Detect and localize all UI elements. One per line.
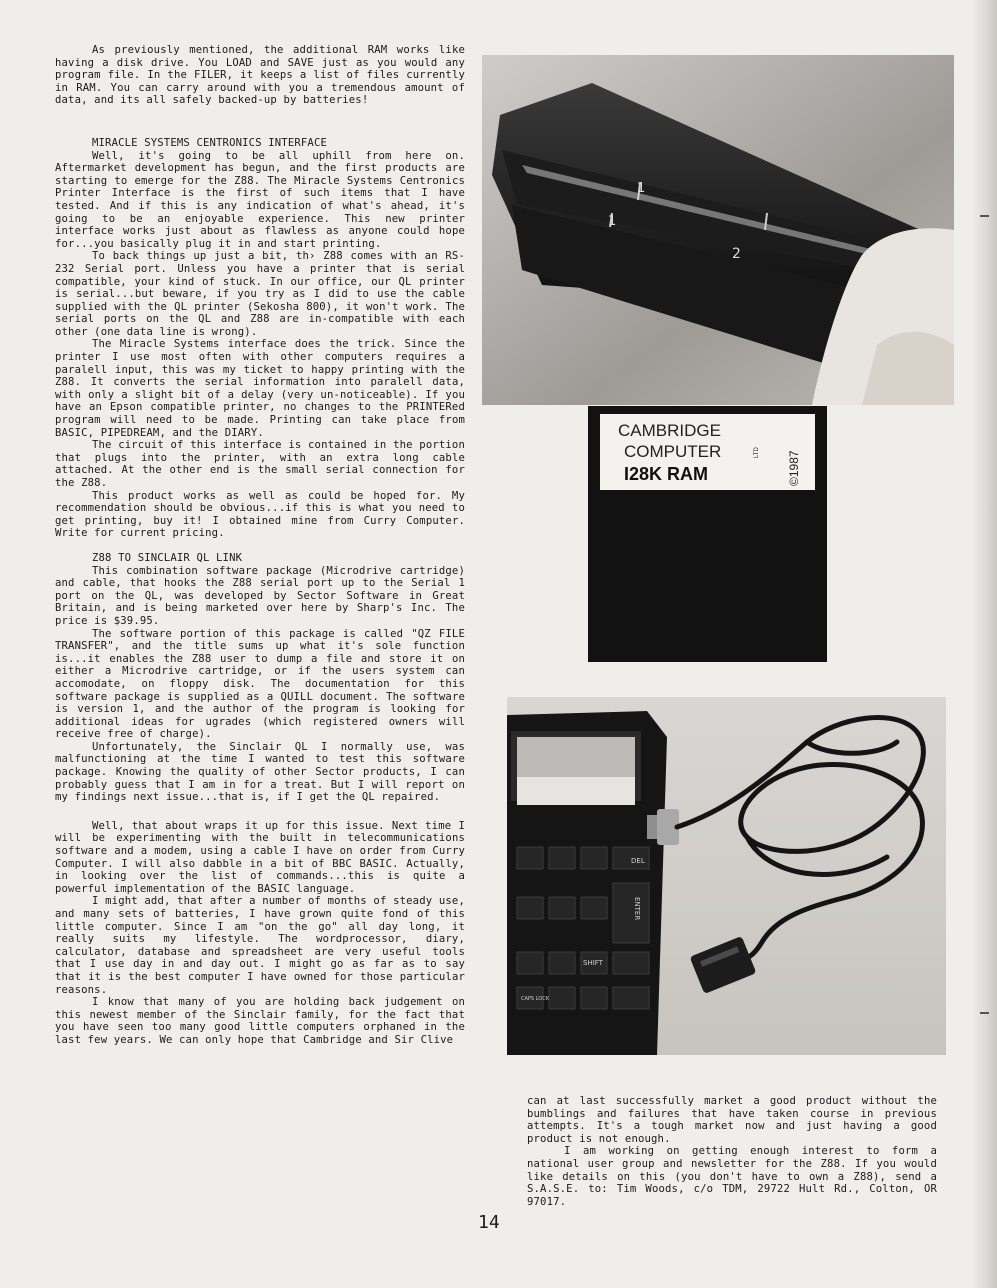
closing-paragraph: I might add, that after a number of months of steady use, and many sets of batteries, I have grown quite fond of this little computer. Since I am "on the go" all day long, it really suits my lifestyle. The wordprocessor, diary, calculator, database and spreadsheet are very useful tools that I use day in and day out. I might go as far as to say that it is the best computer I have owned for those particular reasons. bbox=[55, 895, 465, 996]
body-paragraph: The software portion of this package is called "QZ FILE TRANSFER", and the title sums up what it's sole function is...it enables the Z88 user to dump a file and store it on either a Microdrive cartridge, or if the users system can accomodate, on floppy disk. The documentation for this software package is supplied as a QUILL document. The software is version 1, and the author of the program is looking for additional ideas for ugrades (which registered owners will receive free of charge). bbox=[55, 627, 465, 741]
body-paragraph: Unfortunately, the Sinclair QL I normally use, was malfunctioning at the time I wanted to test this software package. Knowing the quality of other Sector products, I can probably guess that I am in for a treat. But I will report on my findings next issue...that is, if I get the QL repaired. bbox=[55, 740, 465, 804]
ram-label-copyright: ©1987 bbox=[787, 450, 801, 486]
body-paragraph: The Miracle Systems interface does the trick. Since the printer I use most often with other computers requires a paralell input, this was my ticket to happy printing with the Z88. It converts the serial information into paralell data, with only a slight bit of a delay (very un-noticeable). If you have an Epson compatible printer, no changes to the PRINTERed program will need to be made. Printing can take place from BASIC, PIPEDREAM, and the DIARY. bbox=[55, 338, 465, 439]
key-label-caps: CAPS LOCK bbox=[521, 996, 550, 1002]
ram-label-ltd: LTD bbox=[754, 447, 760, 458]
key-label-enter: ENTER bbox=[633, 897, 641, 921]
margin-tick-mark bbox=[980, 215, 989, 217]
photo-z88-cable bbox=[507, 697, 946, 1055]
body-paragraph: To back things up just a bit, th› Z88 comes with an RS-232 Serial port. Unless you have a printer that is serial compatible, your kind of stuck. In our office, our QL printer is serial...but beware, if you try as I did to use the cable supplied with the QL printer (Sekosha 800), it won't work. The serial ports on the QL and Z88 are in-compatible with each other (one data line is wrong). bbox=[55, 250, 465, 338]
body-paragraph: Well, it's going to be all uphill from here on. Aftermarket development has begun, and the first products are starting to emerge for the Z88. The Miracle Systems Centronics Printer Interface is the first of such items that I have tested. And if this is any indication of what's ahead, it's going to be an enjoyable experience. This new printer interface works just about as flawless as anyone could hope for...you basically plug it in and start printing. bbox=[55, 149, 465, 250]
left-column bbox=[55, 44, 465, 1047]
key-label-shift: SHIFT bbox=[583, 959, 603, 967]
intro-paragraph: As previously mentioned, the additional RAM works like having a disk drive. You LOAD and SAVE just as you would any program file. In the FILER, it keeps a list of files currently in RAM. You can carry around with you a tremendous amount of data, and its all safely backed-up by batteries! bbox=[55, 44, 465, 107]
body-paragraph: The circuit of this interface is contained in the portion that plugs into the printer, with an extra long cable attached. At the other end is the small serial connection for the Z88. bbox=[55, 439, 465, 489]
body-paragraph: This product works as well as could be hoped for. My recommendation should be obvious...if this is what you need to get printing, buy it! I obtained mine from Curry Computer. Write for current pricing. bbox=[55, 489, 465, 540]
slot-number-label: 1 bbox=[637, 181, 646, 196]
ram-pack-image bbox=[588, 406, 827, 662]
photo-ram-pack bbox=[588, 406, 827, 662]
body-paragraph: This combination software package (Microdrive cartridge) and cable, that hooks the Z88 serial port up to the Serial 1 port on the QL, was developed by Sector Software in Great Britain, and is being marketed over here by Sharp's Inc. The price is $39.95. bbox=[55, 564, 465, 627]
ram-label-line2: COMPUTER bbox=[624, 442, 722, 461]
right-column bbox=[527, 1095, 937, 1208]
cartridge-slots-image bbox=[482, 55, 954, 405]
photo-cartridge-slots bbox=[482, 55, 954, 405]
closing-paragraph: I know that many of you are holding back judgement on this newest member of the Sinclair family, for the fact that you have seen too many good little computers orphaned in the last few years. We can only hope that Cambridge and Sir Clive bbox=[55, 996, 465, 1046]
page-number: 14 bbox=[478, 1212, 500, 1233]
z88-cable-image bbox=[507, 697, 946, 1055]
page-spine-shadow bbox=[971, 0, 997, 1288]
key-label-del: DEL bbox=[631, 857, 645, 865]
slot-number-label: 2 bbox=[732, 246, 741, 262]
continued-paragraph: can at last successfully market a good product without the bumblings and failures that have taken course in previous attempts. It's a tough market now and just having a good product is not enough. bbox=[527, 1095, 937, 1145]
ram-label-line3: I28K RAM bbox=[624, 464, 709, 484]
slot-number-label: 1 bbox=[608, 214, 617, 229]
user-group-paragraph: I am working on getting enough interest to form a national user group and newsletter for the Z88. If you would like details on this (you don't have to own a Z88), send a S.A.S.E. to: Tim Woods, c/o TDM, 29722 Hult Rd., Colton, OR 97017. bbox=[527, 1145, 937, 1208]
section-heading-centronics: MIRACLE SYSTEMS CENTRONICS INTERFACE bbox=[92, 136, 328, 149]
ram-label-line1: CAMBRIDGE bbox=[618, 421, 721, 440]
margin-tick-mark bbox=[980, 1012, 989, 1014]
section-heading-ql-link: Z88 TO SINCLAIR QL LINK bbox=[92, 551, 243, 564]
closing-paragraph: Well, that about wraps it up for this issue. Next time I will be experimenting with the built in telecommunications software and a modem, using a cable I have on order from Curry Computer. I will also dabble in a bit of BBC BASIC. Actually, in looking over the list of commands...this is quite a powerful implementation of the BASIC language. bbox=[55, 819, 465, 895]
